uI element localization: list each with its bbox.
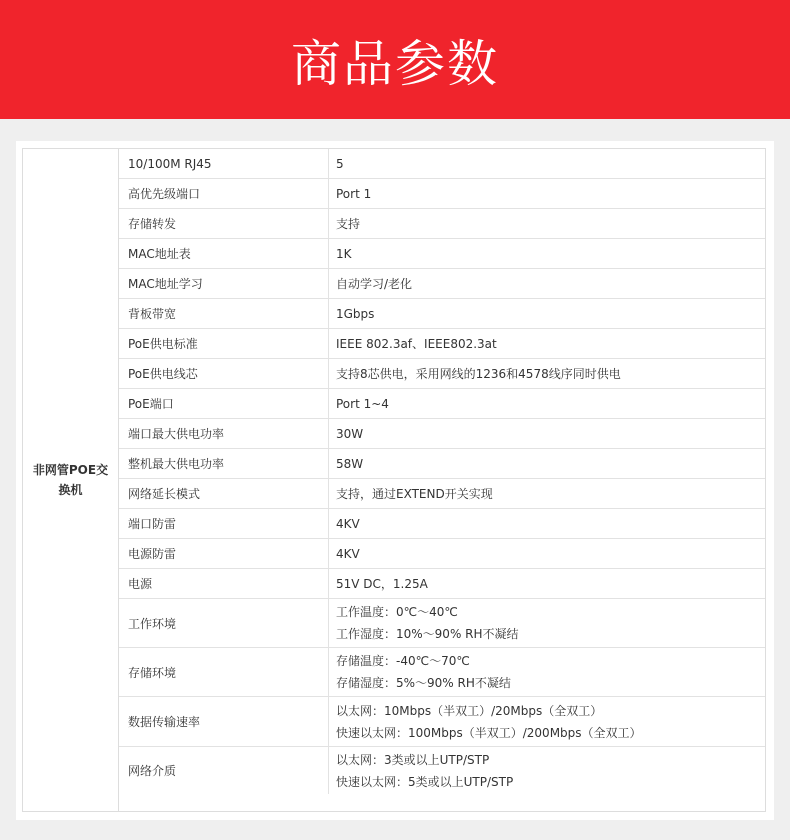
table-row (119, 239, 765, 269)
table-row (119, 179, 765, 209)
table-row (119, 299, 765, 329)
table-row (119, 389, 765, 419)
table-row (119, 479, 765, 509)
spec-value-line: 5 (336, 156, 344, 171)
spec-value (329, 239, 765, 268)
spec-value (329, 599, 765, 647)
spec-value (329, 299, 765, 328)
spec-value (329, 269, 765, 298)
spec-key: 端口最大供电功率 (119, 419, 329, 448)
spec-value-line: 工作温度：0℃～40℃ (336, 605, 458, 619)
spec-value-line: 58W (336, 456, 364, 471)
spec-value-line: 51V DC，1.25A (336, 576, 428, 591)
spec-value (329, 648, 765, 696)
table-row (119, 209, 765, 239)
spec-value-line: 1Gbps (336, 306, 375, 321)
table-row (119, 329, 765, 359)
spec-value-line: 4KV (336, 546, 360, 561)
spec-value-line: 支持8芯供电，采用网线的1236和4578线序同时供电 (336, 366, 621, 381)
table-row (119, 569, 765, 599)
spec-key: 高优先级端口 (119, 179, 329, 208)
table-row (119, 648, 765, 697)
spec-value-line: 支持 (336, 216, 361, 231)
spec-key: 电源防雷 (119, 539, 329, 568)
spec-key: PoE端口 (119, 389, 329, 418)
spec-value (329, 209, 765, 238)
spec-value-line: Port 1~4 (336, 396, 389, 411)
spec-value-line: 工作湿度：10%～90% RH不凝结 (336, 627, 519, 641)
table-row (119, 449, 765, 479)
spec-key: 存储环境 (119, 648, 329, 696)
table-row (119, 747, 765, 794)
table-row (119, 149, 765, 179)
spec-key: MAC地址表 (119, 239, 329, 268)
spec-value-line: Port 1 (336, 186, 372, 201)
spec-value (329, 359, 765, 388)
spec-value-line: 快速以太网：5类或以上UTP/STP (336, 774, 514, 789)
spec-value-line: 存储温度：-40℃～70℃ (336, 654, 470, 668)
spec-value-line: 以太网：10Mbps（半双工）/20Mbps（全双工） (336, 703, 603, 718)
spec-key: PoE供电线芯 (119, 359, 329, 388)
spec-key: 整机最大供电功率 (119, 449, 329, 478)
spec-key: PoE供电标准 (119, 329, 329, 358)
spec-value (329, 747, 765, 794)
spec-value-line: 支持，通过EXTEND开关实现 (336, 486, 493, 501)
spec-key: MAC地址学习 (119, 269, 329, 298)
spec-value (329, 449, 765, 478)
category-cell: 非网管POE交换机 (23, 149, 119, 811)
page-title: 商品参数 (291, 34, 499, 93)
spec-key: 端口防雷 (119, 509, 329, 538)
spec-key: 10/100M RJ45 (119, 149, 329, 178)
spec-value-line: 自动学习/老化 (336, 276, 413, 291)
spec-value-line: 1K (336, 246, 352, 261)
spec-value-line: 以太网：3类或以上UTP/STP (336, 752, 490, 767)
spec-value (329, 419, 765, 448)
spec-value-line: 快速以太网：100Mbps（半双工）/200Mbps（全双工） (336, 725, 642, 740)
title-banner (0, 0, 790, 119)
table-row (119, 697, 765, 747)
spec-value (329, 569, 765, 598)
spec-key: 背板带宽 (119, 299, 329, 328)
spec-table (22, 148, 766, 812)
spec-key: 电源 (119, 569, 329, 598)
table-row (119, 509, 765, 539)
spec-key: 网络介质 (119, 747, 329, 794)
spec-value-line: IEEE 802.3af、IEEE802.3at (336, 336, 497, 351)
table-row (119, 269, 765, 299)
spec-key: 数据传输速率 (119, 697, 329, 746)
spec-value-line: 存储湿度：5%～90% RH不凝结 (336, 676, 511, 690)
table-row (119, 539, 765, 569)
spec-value (329, 539, 765, 568)
table-row (119, 359, 765, 389)
table-row (119, 599, 765, 648)
spec-value (329, 389, 765, 418)
spec-value (329, 149, 765, 178)
spec-value (329, 179, 765, 208)
spec-key: 网络延长模式 (119, 479, 329, 508)
spec-card (16, 141, 774, 820)
spec-value (329, 329, 765, 358)
spec-value (329, 509, 765, 538)
spec-value (329, 479, 765, 508)
table-row (119, 419, 765, 449)
spec-value-line: 4KV (336, 516, 360, 531)
spec-key: 存储转发 (119, 209, 329, 238)
spec-key: 工作环境 (119, 599, 329, 647)
spec-rows (119, 149, 765, 794)
spec-value (329, 697, 765, 746)
spec-value-line: 30W (336, 426, 364, 441)
